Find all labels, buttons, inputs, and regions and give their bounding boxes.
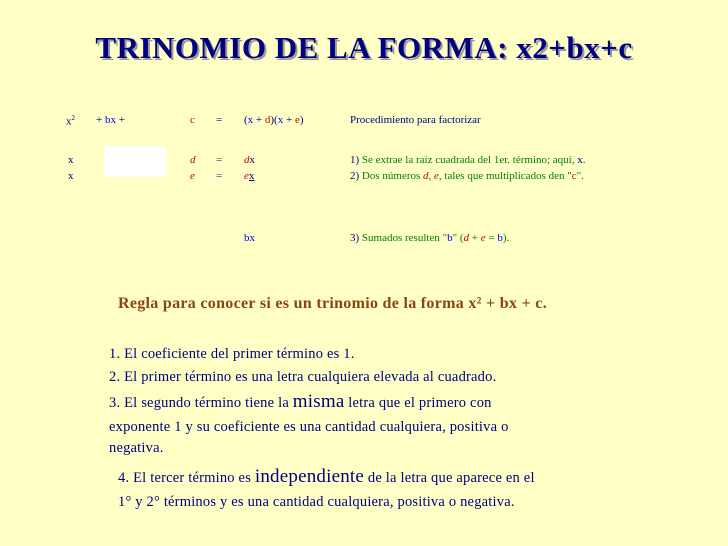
root-x-1: x xyxy=(68,154,74,166)
root-e: e xyxy=(190,170,195,182)
bx-term: + bx + xyxy=(96,114,125,126)
factored-form: (x + d)(x + e) xyxy=(244,114,304,126)
blank-box xyxy=(104,146,166,177)
step-3: 3) Sumados resulten "b" (d + e = b). xyxy=(350,232,510,244)
step-2: 2) Dos números d, e, tales que multiplicados den "c". xyxy=(350,170,584,182)
page-title: TRINOMIO DE LA FORMA: x2+bx+c xyxy=(95,30,633,65)
root-d: d xyxy=(190,154,196,166)
rule-4: 4. El tercer término es independiente de la letra que aparece en el xyxy=(118,466,535,487)
emphasis-misma: misma xyxy=(292,391,345,412)
rule-1: 1. El coeficiente del primer término es 1. xyxy=(109,346,355,362)
c-term: c xyxy=(190,114,195,126)
rule-2: 2. El primer término es una letra cualquiera elevada al cuadrado. xyxy=(109,369,497,385)
rule-3-line-3: negativa. xyxy=(109,440,164,456)
equals-sign: = xyxy=(216,154,223,166)
emphasis-independiente: independiente xyxy=(254,466,365,487)
root-x-2: x xyxy=(68,170,74,182)
x-squared-term: $x^2$ xyxy=(66,114,75,128)
equals-sign: = xyxy=(216,170,223,182)
rule-4-line-2: 1° y 2° términos y es una cantidad cualquiera, positiva o negativa. xyxy=(118,494,515,510)
product-dx: dx xyxy=(244,154,255,166)
rule-3: 3. El segundo término tiene la misma letra que el primero con xyxy=(109,391,492,412)
rule-heading: Regla para conocer si es un trinomio de la forma x² + bx + c. xyxy=(118,295,547,312)
product-ex: ex xyxy=(244,170,255,182)
equals-sign: = xyxy=(216,114,223,126)
step-1: 1) Se extrae la raíz cuadrada del 1er. término; aquí, x. xyxy=(350,154,586,166)
procedure-heading: Procedimiento para factorizar xyxy=(350,114,481,126)
sum-bx: bx xyxy=(244,232,255,244)
rule-3-line-2: exponente 1 y su coeficiente es una cantidad cualquiera, positiva o xyxy=(109,419,509,435)
